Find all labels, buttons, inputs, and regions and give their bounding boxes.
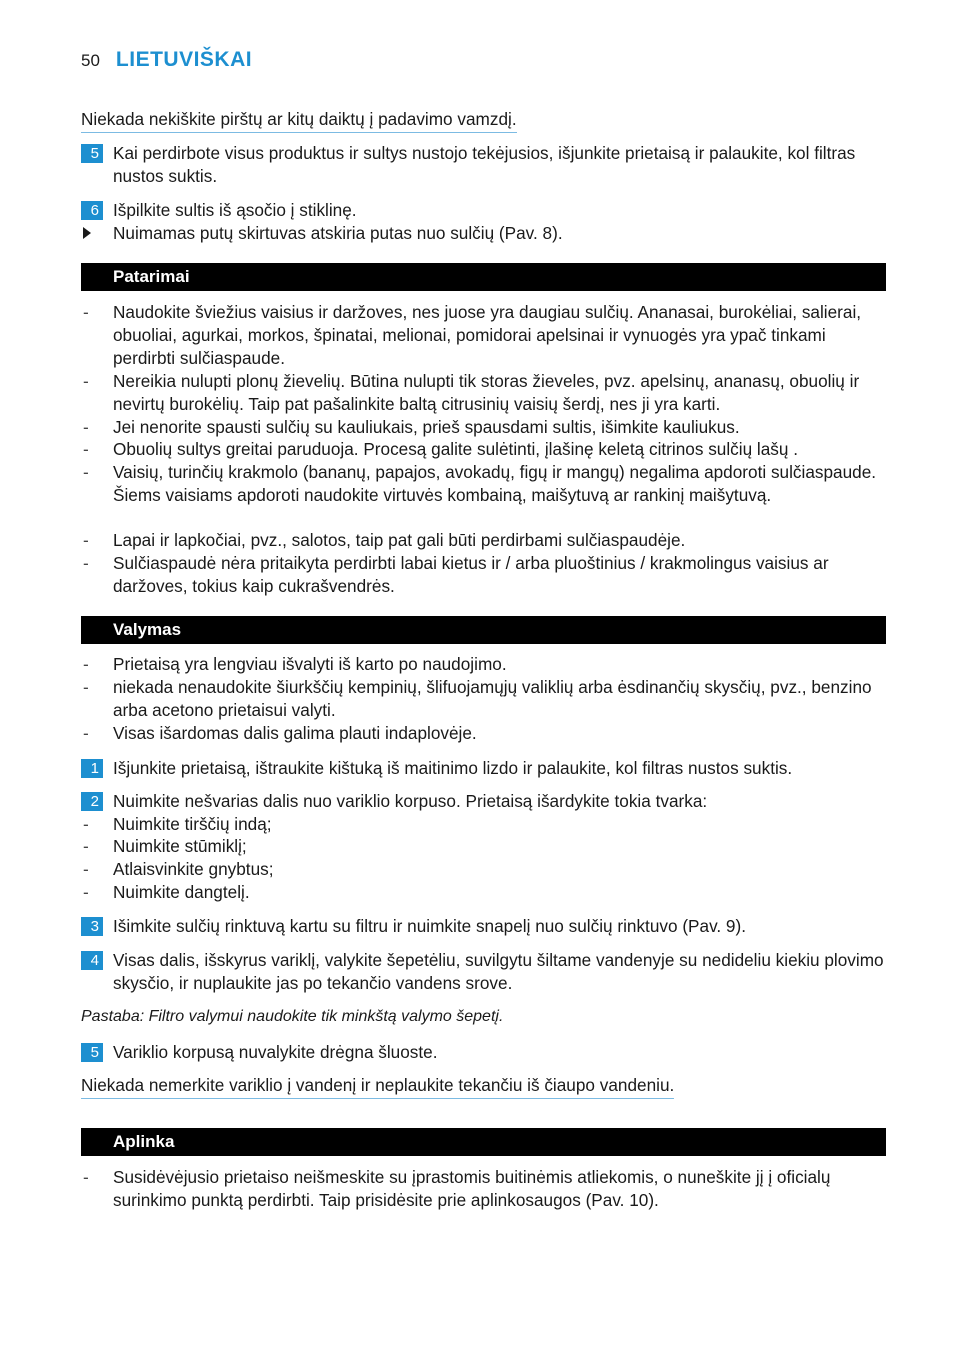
list-item: - Nuimkite tirščių indą; — [83, 814, 272, 834]
step-number: 5 — [81, 144, 103, 163]
list-item: - Lapai ir lapkočiai, pvz., salotos, taip pat gali būti perdirbami sulčiaspaudėje. — [83, 530, 686, 550]
step-number: 1 — [81, 759, 103, 778]
step-number: 5 — [81, 1043, 103, 1062]
step-5 — [81, 1041, 887, 1064]
arrow-item — [81, 222, 887, 245]
step-text: Išjunkite prietaisą, ištraukite kištuką iš maitinimo lizdo ir palaukite, kol filtras nustos suktis. — [113, 758, 793, 778]
section-header-valymas: Valymas — [81, 616, 886, 644]
list-item: - Vaisių, turinčių krakmolo (bananų, papajos, avokadų, figų ir mangų) negalima apdoroti sulčiaspaude. Šiems vaisiams apdoroti naudokite virtuvės kombainą, maišytuvą ar rankinį maišytuvą. — [83, 462, 877, 505]
step-number: 3 — [81, 917, 103, 936]
step-text: Variklio korpusą nuvalykite drėgna šluoste. — [113, 1042, 438, 1062]
step-6-top — [81, 199, 887, 222]
step-text: Nuimkite nešvarias dalis nuo variklio korpuso. Prietaisą išardykite tokia tvarka: — [113, 791, 708, 811]
step-number: 2 — [81, 792, 103, 811]
arrow-bullet-icon — [81, 222, 113, 245]
step-text: Išimkite sulčių rinktuvą kartu su filtru ir nuimkite snapelį nuo sulčių rinktuvo (Pav. 9). — [113, 916, 746, 936]
list-item: - Visas išardomas dalis galima plauti indaplovėje. — [83, 723, 477, 743]
list-item: - Naudokite šviežius vaisius ir daržoves, nes juose yra daugiau sulčių. Ananasai, burokėliai, salierai, obuoliai, agurkai, morkos, špinatai, melionai, pomidorai apelsinai ir vynuogės yra ypač tinkami perdirbti sulčiaspaude. — [83, 302, 862, 368]
arrow-item-text: Nuimamas putų skirtuvas atskiria putas nuo sulčių (Pav. 8). — [113, 223, 563, 243]
language-title: LIETUVIŠKAI — [115, 48, 253, 71]
page-number: 50 — [81, 51, 100, 70]
list-item: - Nereikia nulupti plonų žievelių. Būtina nulupti tik storas žieveles, pvz. apelsinų, ananasų, obuolių ir nevirtų burokėlių. Taip pat pašalinkite baltą citrusinių vaisių šerdį, nes ji yra karti. — [83, 371, 860, 414]
list-item: - Jei nenorite spausti sulčių su kauliukais, prieš spausdami sultis, išimkite kauliukus. — [83, 417, 740, 437]
list-item: - Sulčiaspaudė nėra pritaikyta perdirbti labai kietus ir / arba pluoštinius / krakmolingus vaisius ar daržoves, tokius kaip cukrašvendrės. — [83, 553, 829, 596]
step-text: Visas dalis, išskyrus variklį, valykite šepetėliu, suvilgytu šiltame vandenyje su nedideliu kiekiu plovimo skysčio, ir nuplaukite jas po tekančio vandens srove. — [113, 950, 884, 993]
list-item: - Nuimkite stūmiklį; — [83, 836, 247, 856]
list-item: - Nuimkite dangtelį. — [83, 882, 250, 902]
warning-feed-tube: Niekada nekiškite pirštų ar kitų daiktų į padavimo vamzdį. — [81, 108, 517, 133]
step-3 — [81, 915, 887, 938]
warning-motor-water: Niekada nemerkite variklio į vandenį ir neplaukite tekančiu iš čiaupo vandeniu. — [81, 1074, 674, 1099]
section-header-aplinka: Aplinka — [81, 1128, 886, 1156]
note: Pastaba: Filtro valymui naudokite tik minkštą valymo šepetį. — [81, 1008, 504, 1025]
step-5-top — [81, 142, 887, 188]
list-item: - Prietaisą yra lengviau išvalyti iš karto po naudojimo. — [83, 654, 507, 674]
list-item: - niekada nenaudokite šiurkščių kempinių, šlifuojamųjų valiklių arba ėsdinančių skysčių, pvz., benzino arba acetono prietaisui valyti. — [83, 677, 872, 720]
step-2 — [81, 790, 887, 813]
step-number: 4 — [81, 951, 103, 970]
page-header — [81, 48, 252, 72]
step-1 — [81, 757, 887, 780]
step-4 — [81, 949, 887, 995]
list-item: - Atlaisvinkite gnybtus; — [83, 859, 274, 879]
step-text: Kai perdirbote visus produktus ir sultys nustojo tekėjusios, išjunkite prietaisą ir palaukite, kol filtras nustos suktis. — [113, 143, 856, 186]
section-header-patarimai: Patarimai — [81, 263, 886, 291]
step-text: Išpilkite sultis iš ąsočio į stiklinę. — [113, 200, 357, 220]
step-number: 6 — [81, 201, 103, 220]
list-item: - Susidėvėjusio prietaiso neišmeskite su įprastomis buitinėmis atliekomis, o nuneškite jį į oficialų surinkimo punktą perdirbti. Taip prisidėsite prie aplinkosaugos (Pav. 10). — [83, 1167, 831, 1210]
list-item: - Obuolių sultys greitai paruduoja. Procesą galite sulėtinti, įlašinę keletą citrinos sulčių lašų . — [83, 439, 798, 459]
